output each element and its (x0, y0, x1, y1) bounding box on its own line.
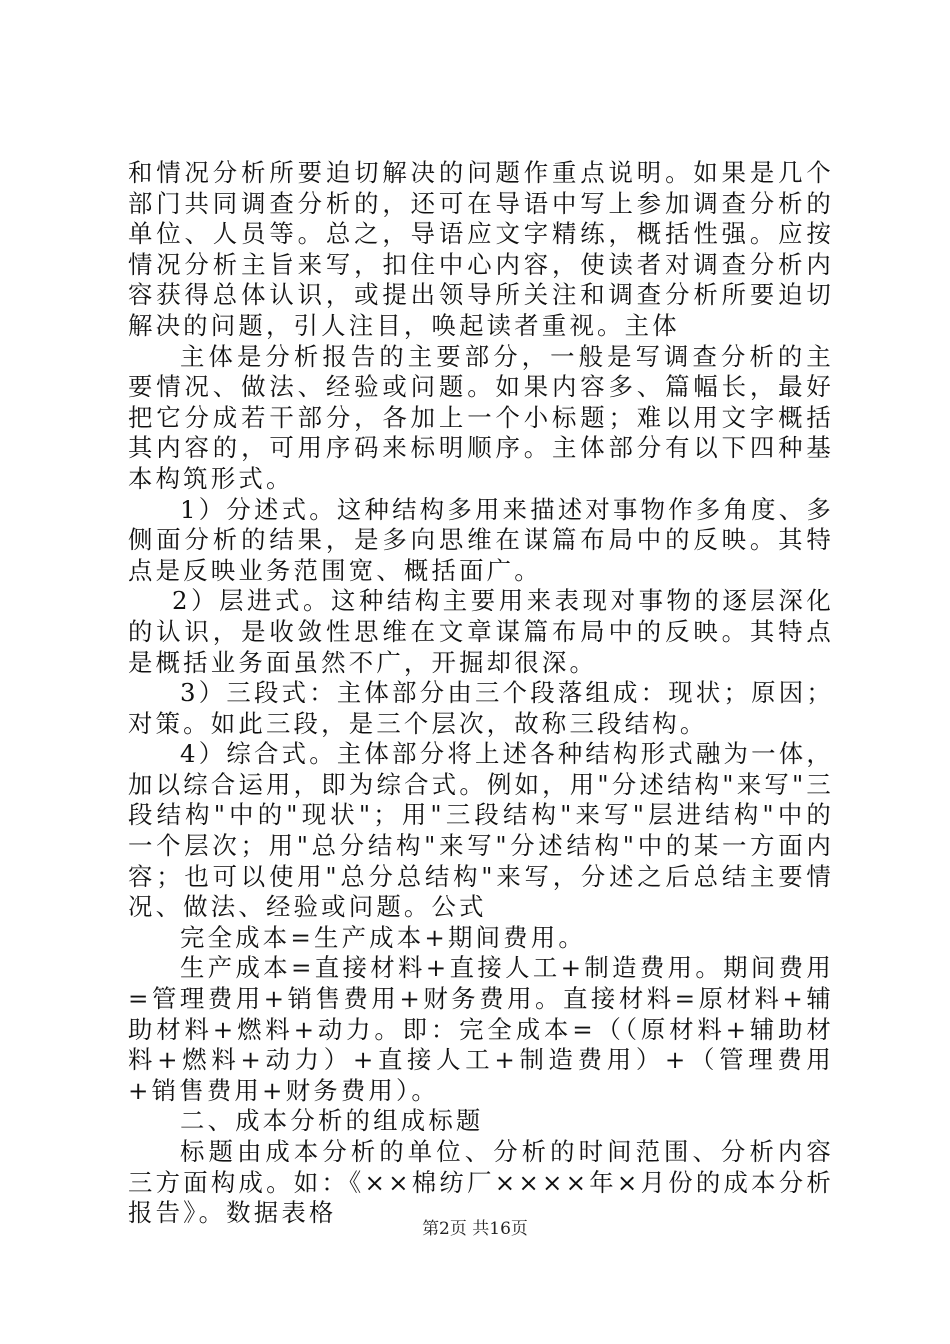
paragraph-main-body: 主体是分析报告的主要部分，一般是写调查分析的主要情况、做法、经验或问题。如果内容多、篇幅长，最好把它分成若干部分，各加上一个小标题；难以用文字概括其内容的，可用序码来标明顺序。主体部分有以下四种基本构筑形式。 (128, 341, 834, 493)
paragraph-formula-details: 生产成本=直接材料+直接人工+制造费用。期间费用=管理费用+销售费用+财务费用。直接材料=原材料+辅助材料+燃料+动力。即：完全成本=（（原材料+辅助材料+燃料+动力）+直接人工+制造费用）+（管理费用+销售费用+财务费用）。 (128, 953, 834, 1105)
paragraph-structure-3: 3）三段式：主体部分由三个段落组成：现状；原因；对策。如此三段，是三个层次，故称三段结构。 (128, 678, 834, 738)
paragraph-structure-1: 1）分述式。这种结构多用来描述对事物作多角度、多侧面分析的结果，是多向思维在谋篇布局中的反映。其特点是反映业务范围宽、概括面广。 (128, 494, 834, 585)
paragraph-title-composition: 标题由成本分析的单位、分析的时间范围、分析内容三方面构成。如：《××棉纺厂××××年×月份的成本分析报告》。数据表格 (128, 1137, 834, 1228)
paragraph-formula-full-cost: 完全成本=生产成本+期间费用。 (180, 922, 586, 952)
paragraph-intro-continuation: 和情况分析所要迫切解决的问题作重点说明。如果是几个部门共同调查分析的，还可在导语中写上参加调查分析的单位、人员等。总之，导语应文字精练，概括性强。应按情况分析主旨来写，扣住中心内容，使读者对调查分析内容获得总体认识，或提出领导所关注和调查分析所要迫切解决的问题，引人注目，唤起读者重视。主体 (128, 158, 834, 340)
paragraph-structure-4: 4）综合式。主体部分将上述各种结构形式融为一体，加以综合运用，即为综合式。例如，用"分述结构"来写"三段结构"中的"现状"；用"三段结构"来写"层进结构"中的一个层次；用"总分结构"来写"分述结构"中的某一方面内容；也可以使用"总分总结构"来写，分述之后总结主要情况、做法、经验或问题。公式 (128, 739, 834, 922)
page-number-footer: 第2页 共16页 (422, 1219, 528, 1239)
paragraph-structure-2: 2）层进式。这种结构主要用来表现对事物的逐层深化的认识，是收敛性思维在文章谋篇布局中的反映。其特点是概括业务面虽然不广，开掘却很深。 (128, 586, 834, 677)
document-body (128, 158, 834, 1229)
section-heading-title: 二、成本分析的组成标题 (180, 1106, 484, 1136)
